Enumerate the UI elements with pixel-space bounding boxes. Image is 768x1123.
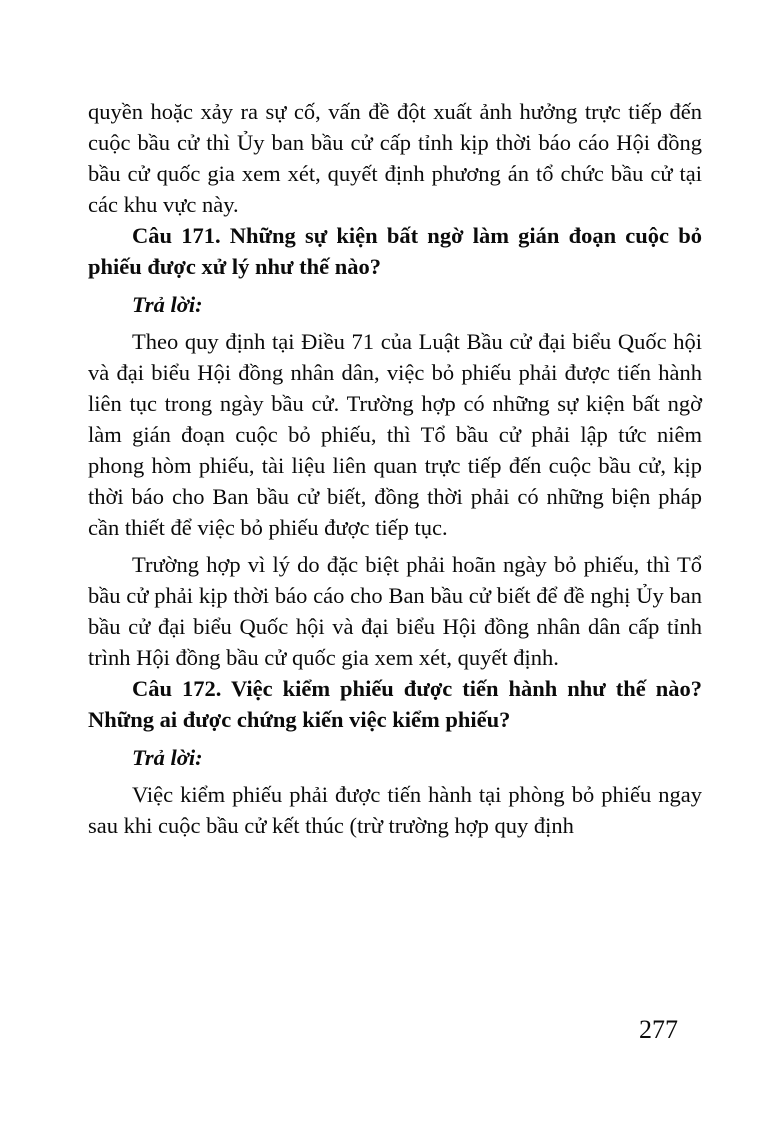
continuation-paragraph: quyền hoặc xảy ra sự cố, vấn đề đột xuất ảnh hưởng trực tiếp đến cuộc bầu cử thì Ủy ban bầu cử cấp tỉnh kịp thời báo cáo Hội đồng bầu cử quốc gia xem xét, quyết định phương án tổ chức bầu cử tại các khu vực này. (88, 99, 702, 217)
page-content (88, 96, 702, 841)
question-171-answer-paragraph: Trường hợp vì lý do đặc biệt phải hoãn ngày bỏ phiếu, thì Tổ bầu cử phải kịp thời báo cáo cho Ban bầu cử biết để đề nghị Ủy ban bầu cử đại biểu Quốc hội và đại biểu Hội đồng nhân dân cấp tỉnh trình Hội đồng bầu cử quốc gia xem xét, quyết định. (88, 552, 702, 670)
question-171-heading: Câu 171. Những sự kiện bất ngờ làm gián đoạn cuộc bỏ phiếu được xử lý như thế nào? (88, 223, 702, 279)
question-171-answer-label: Trả lời: (132, 292, 203, 317)
question-171-answer-paragraph: Theo quy định tại Điều 71 của Luật Bầu cử đại biểu Quốc hội và đại biểu Hội đồng nhân dân, việc bỏ phiếu phải được tiến hành liên tục trong ngày bầu cử. Trường hợp có những sự kiện bất ngờ làm gián đoạn cuộc bỏ phiếu, thì Tổ bầu cử phải lập tức niêm phong hòm phiếu, tài liệu liên quan trực tiếp đến cuộc bầu cử, kịp thời báo cho Ban bầu cử biết, đồng thời phải có những biện pháp cần thiết để việc bỏ phiếu được tiếp tục. (88, 329, 702, 540)
page-number: 277 (639, 1015, 678, 1044)
question-172-answer-paragraph: Việc kiểm phiếu phải được tiến hành tại phòng bỏ phiếu ngay sau khi cuộc bầu cử kết thúc (trừ trường hợp quy định (88, 782, 702, 838)
question-172-heading: Câu 172. Việc kiểm phiếu được tiến hành như thế nào? Những ai được chứng kiến việc kiểm phiếu? (88, 676, 702, 732)
question-172-answer-label: Trả lời: (132, 745, 203, 770)
